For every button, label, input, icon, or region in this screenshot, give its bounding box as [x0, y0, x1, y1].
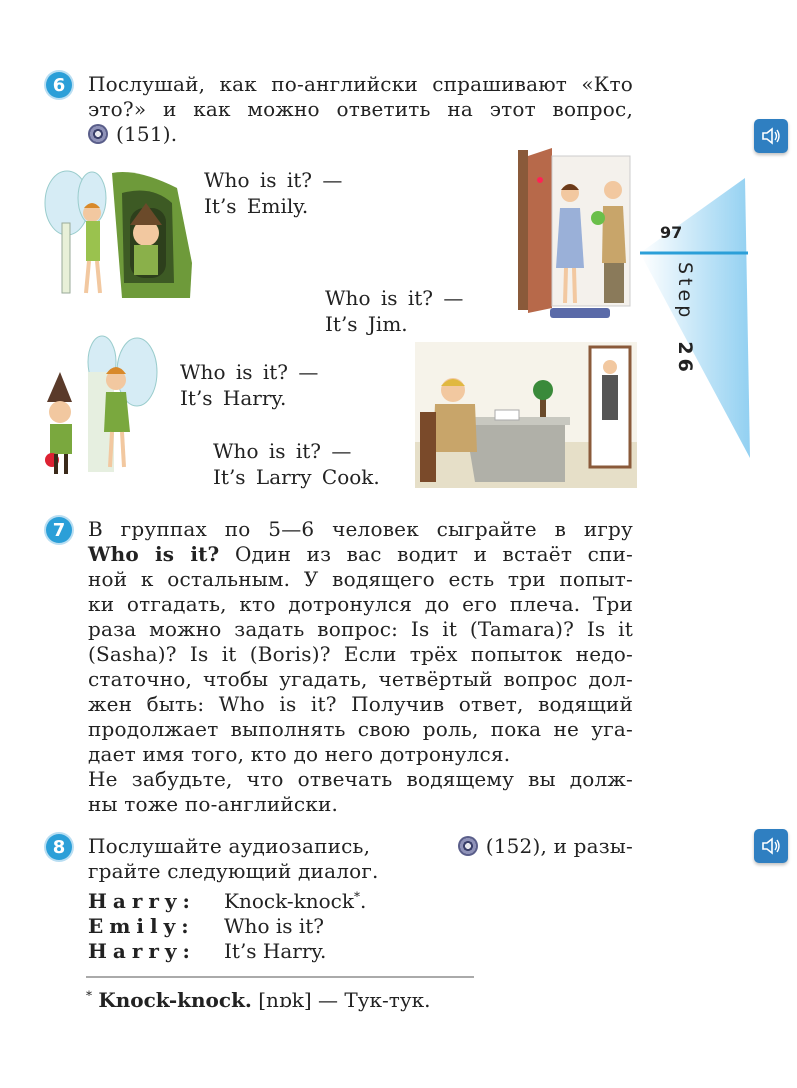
exercise-6-instructions [88, 72, 633, 147]
exercise-8-line: Послушайте аудиозапись, [88, 834, 371, 858]
exercise-6-line: это?» и как можно ответить на этот вопрос, [88, 97, 633, 121]
exercise-7-line: ны тоже по-английски. [88, 792, 339, 816]
footnote-dash: — [318, 988, 339, 1012]
exercise-6-line: Послушай, как по-английски спрашивают «Кто [88, 72, 633, 96]
fairy-and-gnome-illustration [42, 332, 162, 480]
speaker-icon [761, 127, 781, 145]
dialog-question: Who is it? — [325, 286, 464, 310]
dialog-harry [180, 359, 318, 411]
exercise-7-line: продолжает выполнять свою роль, пока не уга- [88, 717, 633, 741]
dialog-answer: It’s Emily. [204, 194, 309, 218]
game-name: Who is it? [88, 542, 220, 566]
script-end: . [359, 889, 367, 913]
footnote-term: Knock-knock. [98, 988, 252, 1012]
audio-button-152[interactable] [754, 829, 788, 863]
script-line [88, 914, 324, 938]
dialog-answer: It’s Larry Cook. [213, 465, 380, 489]
script-speaker: Emily: [88, 914, 195, 938]
script-speaker: Harry: [88, 889, 196, 913]
footnote-mark: * [86, 988, 92, 1003]
exercise-7-line: ной к остальным. У водящего есть три попыт- [88, 567, 633, 591]
footnote-divider [86, 976, 474, 978]
page-number: 97 [660, 223, 683, 242]
exercise-8-number: 8 [46, 834, 72, 860]
exercise-8-instructions [88, 834, 633, 884]
audio-button-151[interactable] [754, 119, 788, 153]
fairy-at-door-illustration [42, 163, 194, 303]
dialog-emily [204, 167, 342, 219]
exercise-7-line: жен быть: Who is it? Получив ответ, водящий [88, 692, 633, 716]
step-number: 26 [674, 341, 696, 376]
dialog-jim [325, 285, 463, 337]
dialog-question: Who is it? — [204, 168, 343, 192]
script-text: Knock-knock [224, 889, 354, 913]
audio-track-151: (151). [116, 122, 178, 146]
exercise-7-line: дает имя того, кто до него дотронулся. [88, 742, 511, 766]
exercise-7-line: (Sasha)? Is it (Boris)? Если трёх попыток недо- [88, 642, 633, 666]
audio-track-152: (152), и разы- [485, 834, 633, 858]
exercise-8-line: грайте следующий диалог. [88, 859, 379, 883]
script-line [88, 889, 366, 913]
dialog-question: Who is it? — [180, 360, 319, 384]
exercise-7-line: ки отгадать, кто дотронулся до его плеча. Три [88, 592, 633, 616]
script-line [88, 939, 326, 963]
dialog-question: Who is it? — [213, 439, 352, 463]
footnote [86, 988, 430, 1012]
exercise-7-line: статочно, чтобы угадать, четвёртый вопрос дол- [88, 667, 633, 691]
exercise-6-number: 6 [46, 72, 72, 98]
cd-icon [88, 124, 108, 144]
dialog-larry [213, 438, 380, 490]
door-visit-illustration [510, 148, 638, 326]
step-tab-wedge [640, 178, 760, 458]
footnote-mark: * [353, 889, 360, 904]
cd-icon [458, 836, 478, 856]
exercise-7-line: Один из вас водит и встаёт спи- [219, 542, 633, 566]
step-label [676, 262, 696, 376]
footnote-transcription: [nɒk] [258, 988, 312, 1012]
script-text: Who is it? [224, 914, 325, 938]
office-illustration [415, 342, 637, 488]
exercise-7-line: раза можно задать вопрос: Is it (Tamara)? Is it [88, 617, 633, 641]
speaker-icon [761, 837, 781, 855]
step-word: Step [674, 262, 696, 322]
script-speaker: Harry: [88, 939, 196, 963]
script-text: It’s Harry. [224, 939, 327, 963]
exercise-7-line: Не забудьте, что отвечать водящему вы долж- [88, 767, 633, 791]
footnote-translation: Тук-тук. [344, 988, 431, 1012]
exercise-7-instructions [88, 517, 633, 817]
dialog-answer: It’s Jim. [325, 312, 408, 336]
exercise-7-line: В группах по 5—6 человек сыграйте в игру [88, 517, 633, 541]
dialog-answer: It’s Harry. [180, 386, 287, 410]
exercise-7-number: 7 [46, 517, 72, 543]
